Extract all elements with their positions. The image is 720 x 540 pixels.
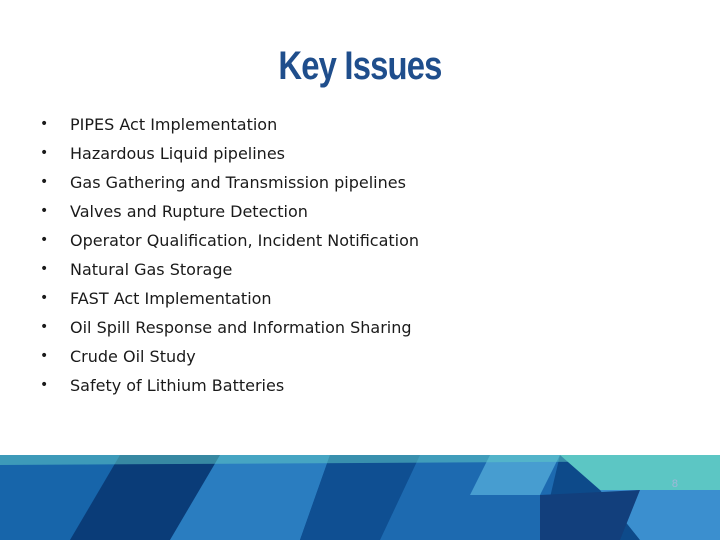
bullet-text: Oil Spill Response and Information Sharing	[70, 318, 412, 337]
page-number: 8	[671, 478, 678, 490]
bullet-text: PIPES Act Implementation	[70, 115, 278, 134]
bullet-icon: •	[40, 203, 49, 219]
bullet-text: Safety of Lithium Batteries	[70, 376, 285, 395]
bullet-icon: •	[40, 290, 49, 306]
bullet-text: Operator Qualification, Incident Notification	[70, 231, 420, 250]
bullet-text: Hazardous Liquid pipelines	[70, 144, 285, 163]
bullet-icon: •	[40, 232, 49, 248]
bullet-icon: •	[40, 261, 49, 277]
bullet-text: FAST Act Implementation	[70, 289, 272, 308]
bullet-text: Crude Oil Study	[70, 347, 196, 366]
slide-title: Key Issues	[278, 44, 442, 88]
bullet-icon: •	[40, 145, 49, 161]
footer-decorative-band	[0, 455, 720, 540]
bullet-icon: •	[40, 174, 49, 190]
bullet-icon: •	[40, 377, 49, 393]
bullet-text: Natural Gas Storage	[70, 260, 233, 279]
bullet-icon: •	[40, 116, 49, 132]
bullet-icon: •	[40, 319, 49, 335]
bullet-icon: •	[40, 348, 49, 364]
bullet-text: Gas Gathering and Transmission pipelines	[70, 173, 406, 192]
bullet-text: Valves and Rupture Detection	[70, 202, 308, 221]
